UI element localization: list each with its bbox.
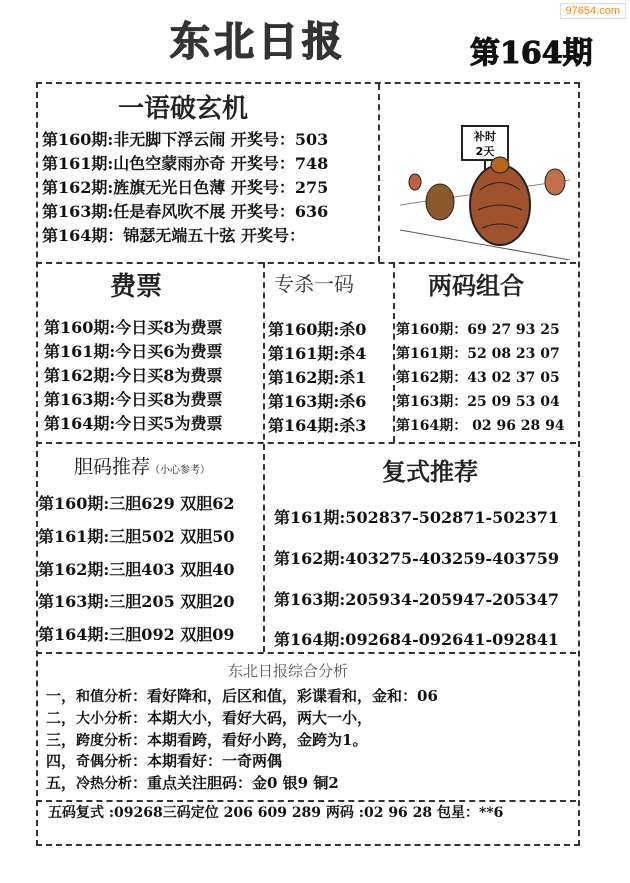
analysis-row: 五，冷热分析：重点关注胆码：金0 银9 铜2 [46,774,339,792]
zhuansha-list [268,318,366,438]
analysis-list [46,686,438,795]
liangma-heading: 两码组合 [428,271,524,300]
divider [36,442,576,444]
list-item: 第160期:今日买8为费票 [44,318,223,337]
yiyu-list [42,128,328,248]
list-item: 第160期:杀0 [268,320,367,339]
divider [36,262,576,264]
turtle-illustration [400,110,570,260]
divider [263,262,265,652]
analysis-footer: 五码复式 :09268三码定位 206 609 289 两码 :02 96 28 包星：**6 [48,805,504,821]
feipiao-heading: 费票 [110,272,163,302]
analysis-row: 四，奇偶分析：本期看好：一奇两偶 [46,752,283,771]
list-item: 第163期:任是春风吹不展 开奖号：636 [42,202,329,221]
newspaper-title: 东北日报 [170,19,346,65]
list-item: 第163期：25 09 53 04 [396,394,560,411]
feipiao-list [44,316,222,436]
danma-heading-wrap [74,452,210,479]
list-item: 第164期：锦瑟无端五十弦 开奖号： [42,226,305,245]
list-item: 第162期:旌旗无光日色薄 开奖号：275 [42,178,329,197]
list-item: 第163期:今日买8为费票 [44,390,223,409]
analysis-row: 一，和值分析：看好降和，后区和值，彩谍看和，金和：06 [46,687,438,705]
divider [36,800,576,802]
zhuansha-heading: 专杀一码 [274,272,354,296]
site-watermark: 97654.com [560,3,626,19]
issue-number: 第164期 [470,36,593,71]
list-item: 第161期:502837-502871-502371 [274,508,559,527]
fushi-list [274,498,559,661]
list-item: 第162期:三胆403 双胆40 [38,559,235,579]
analysis-row: 二，大小分析：本期大小，看好大码，两大一小， [46,708,373,727]
list-item: 第164期:三胆092 双胆09 [38,625,235,645]
sign-text: 补时 [474,130,496,143]
list-item: 第162期:杀1 [268,368,367,387]
danma-heading: 胆码推荐 [74,456,151,478]
list-item: 第161期:三胆502 双胆50 [38,526,235,546]
yiyu-heading: 一语破玄机 [118,94,249,124]
svg-text:2天: 2天 [475,145,495,158]
list-item: 第160期:非无脚下浮云闹 开奖号：503 [42,130,329,149]
list-item: 第164期:092684-092641-092841 [274,630,559,650]
divider [378,84,380,262]
list-item: 第164期:杀3 [268,416,367,435]
list-item: 第161期：52 08 23 07 [396,346,560,363]
list-item: 第161期:山色空蒙雨亦奇 开奖号：748 [42,154,329,173]
fushi-heading: 复式推荐 [382,457,478,486]
list-item: 第160期：69 27 93 25 [396,322,560,338]
danma-list [38,488,235,652]
divider [393,262,395,442]
list-item: 第162期:今日买8为费票 [44,366,223,385]
danma-note: （小心参考） [150,465,211,476]
list-item: 第163期:三胆205 双胆20 [38,592,235,612]
list-item: 第161期:杀4 [268,344,367,363]
list-item: 第161期:今日买6为费票 [44,342,223,361]
list-item: 第164期： 02 96 28 94 [396,418,565,435]
analysis-heading: 东北日报综合分析 [228,662,349,680]
list-item: 第162期：43 02 37 05 [396,370,560,387]
list-item: 第164期:今日买5为费票 [44,414,223,433]
list-item: 第163期:杀6 [268,392,367,411]
analysis-row: 三，跨度分析：本期看跨，看好小跨，金跨为1。 [46,730,368,749]
list-item: 第160期:三胆629 双胆62 [38,494,235,513]
list-item: 第162期:403275-403259-403759 [274,548,559,568]
liangma-list [396,318,565,438]
list-item: 第163期:205934-205947-205347 [274,589,559,609]
